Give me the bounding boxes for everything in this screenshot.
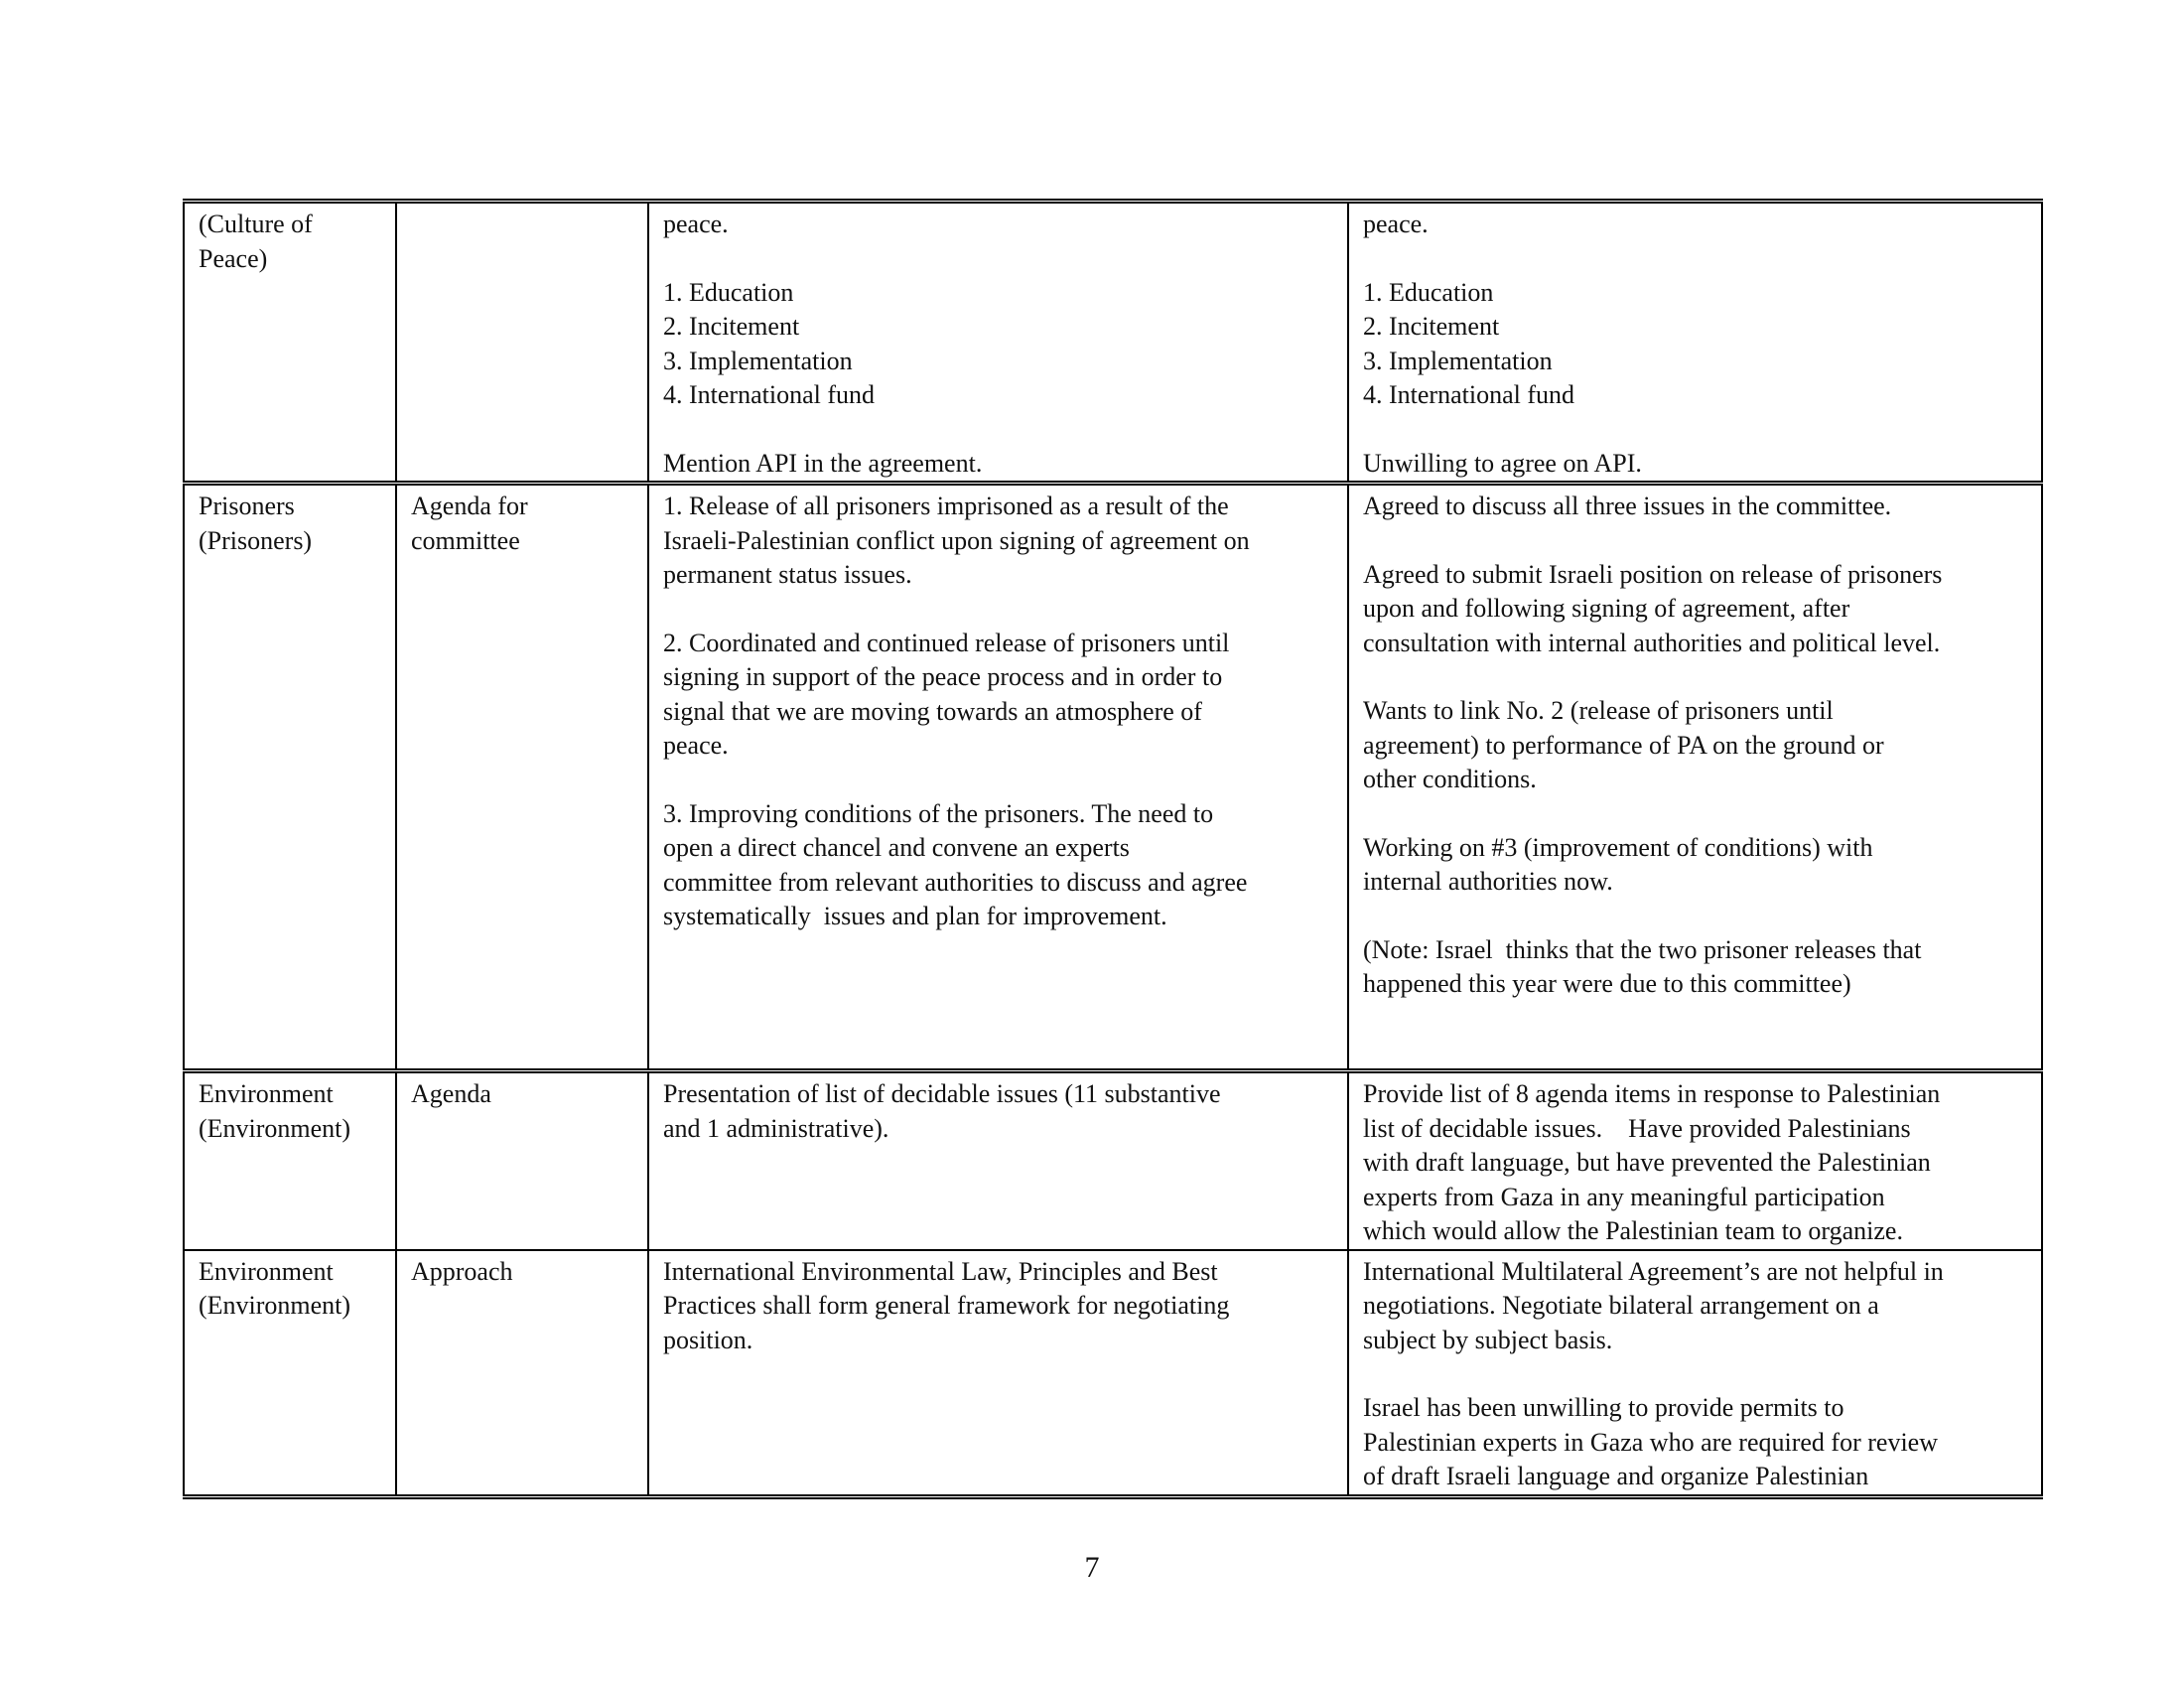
item-cell: Approach	[396, 1250, 648, 1497]
paragraph: International Multilateral Agreement’s are not helpful in negotiations. Negotiate bilateral arrangement on a subject by subject basis.	[1363, 1256, 1944, 1354]
paragraph: International Environmental Law, Principles and Best Practices shall form general framework for negotiating position.	[663, 1256, 1230, 1354]
palestinian-position-cell	[648, 202, 1348, 484]
israeli-position-cell	[1348, 202, 2042, 484]
israeli-position-cell	[1348, 1071, 2042, 1250]
paragraph: Mention API in the agreement.	[663, 448, 983, 478]
item-cell: Agenda for committee	[396, 484, 648, 1071]
palestinian-position-cell	[648, 484, 1348, 1071]
page-number: 7	[1084, 1551, 1100, 1584]
israeli-position-cell	[1348, 1250, 2042, 1497]
topic-cell: Environment (Environment)	[184, 1250, 396, 1497]
item-cell: Agenda	[396, 1071, 648, 1250]
negotiations-table	[183, 199, 2043, 1499]
paragraph: Agreed to submit Israeli position on release of prisoners upon and following signing of agreement, after consultation with internal authorities and political level.	[1363, 559, 1943, 657]
paragraph: 1. Release of all prisoners imprisoned as a result of the Israeli-Palestinian conflict upon signing of agreement on permanent status issues.	[663, 492, 1250, 589]
paragraph: peace.	[663, 210, 729, 238]
table-row-environment-agenda	[184, 1071, 2042, 1250]
paragraph: (Note: Israel thinks that the two prisoner releases that happened this year were due to this committee)	[1363, 934, 1922, 998]
paragraph: Wants to link No. 2 (release of prisoners until agreement) to performance of PA on the ground or other conditions.	[1363, 696, 1884, 793]
paragraph: 2. Coordinated and continued release of prisoners until signing in support of the peace process and in order to signal that we are moving towards an atmosphere of peace.	[663, 628, 1230, 760]
table-row-prisoners	[184, 484, 2042, 1071]
table-row-environment-approach	[184, 1250, 2042, 1497]
topic-cell: Environment (Environment)	[184, 1071, 396, 1250]
table-row-culture-of-peace	[184, 202, 2042, 484]
paragraph: Agreed to discuss all three issues in the committee.	[1363, 492, 1892, 520]
paragraph: peace.	[1363, 210, 1429, 238]
paragraph: 1. Education 2. Incitement 3. Implementation 4. International fund	[663, 277, 875, 409]
topic-cell: (Culture of Peace)	[184, 202, 396, 484]
paragraph: Presentation of list of decidable issues (11 substantive and 1 administrative).	[663, 1079, 1221, 1143]
paragraph: Working on #3 (improvement of conditions) with internal authorities now.	[1363, 832, 1873, 896]
paragraph: Provide list of 8 agenda items in response to Palestinian list of decidable issues. Have provided Palestinians with draft language, but have prevented the Palestinian experts from Gaza in any meaningful participation which would allow the Palestinian team to organize.	[1363, 1079, 1941, 1245]
paragraph: Unwilling to agree on API.	[1363, 448, 1642, 478]
paragraph: Israel has been unwilling to provide permits to Palestinian experts in Gaza who are required for review of draft Israeli language and organize Palestinian	[1363, 1393, 1938, 1490]
paragraph: 3. Improving conditions of the prisoners. The need to open a direct chancel and convene an experts committee from relevant authorities to discuss and agree systematically issues and plan for improvement.	[663, 798, 1248, 930]
palestinian-position-cell	[648, 1250, 1348, 1497]
paragraph: 1. Education 2. Incitement 3. Implementation 4. International fund	[1363, 277, 1574, 409]
item-cell	[396, 202, 648, 484]
topic-cell: Prisoners (Prisoners)	[184, 484, 396, 1071]
palestinian-position-cell	[648, 1071, 1348, 1250]
israeli-position-cell	[1348, 484, 2042, 1071]
